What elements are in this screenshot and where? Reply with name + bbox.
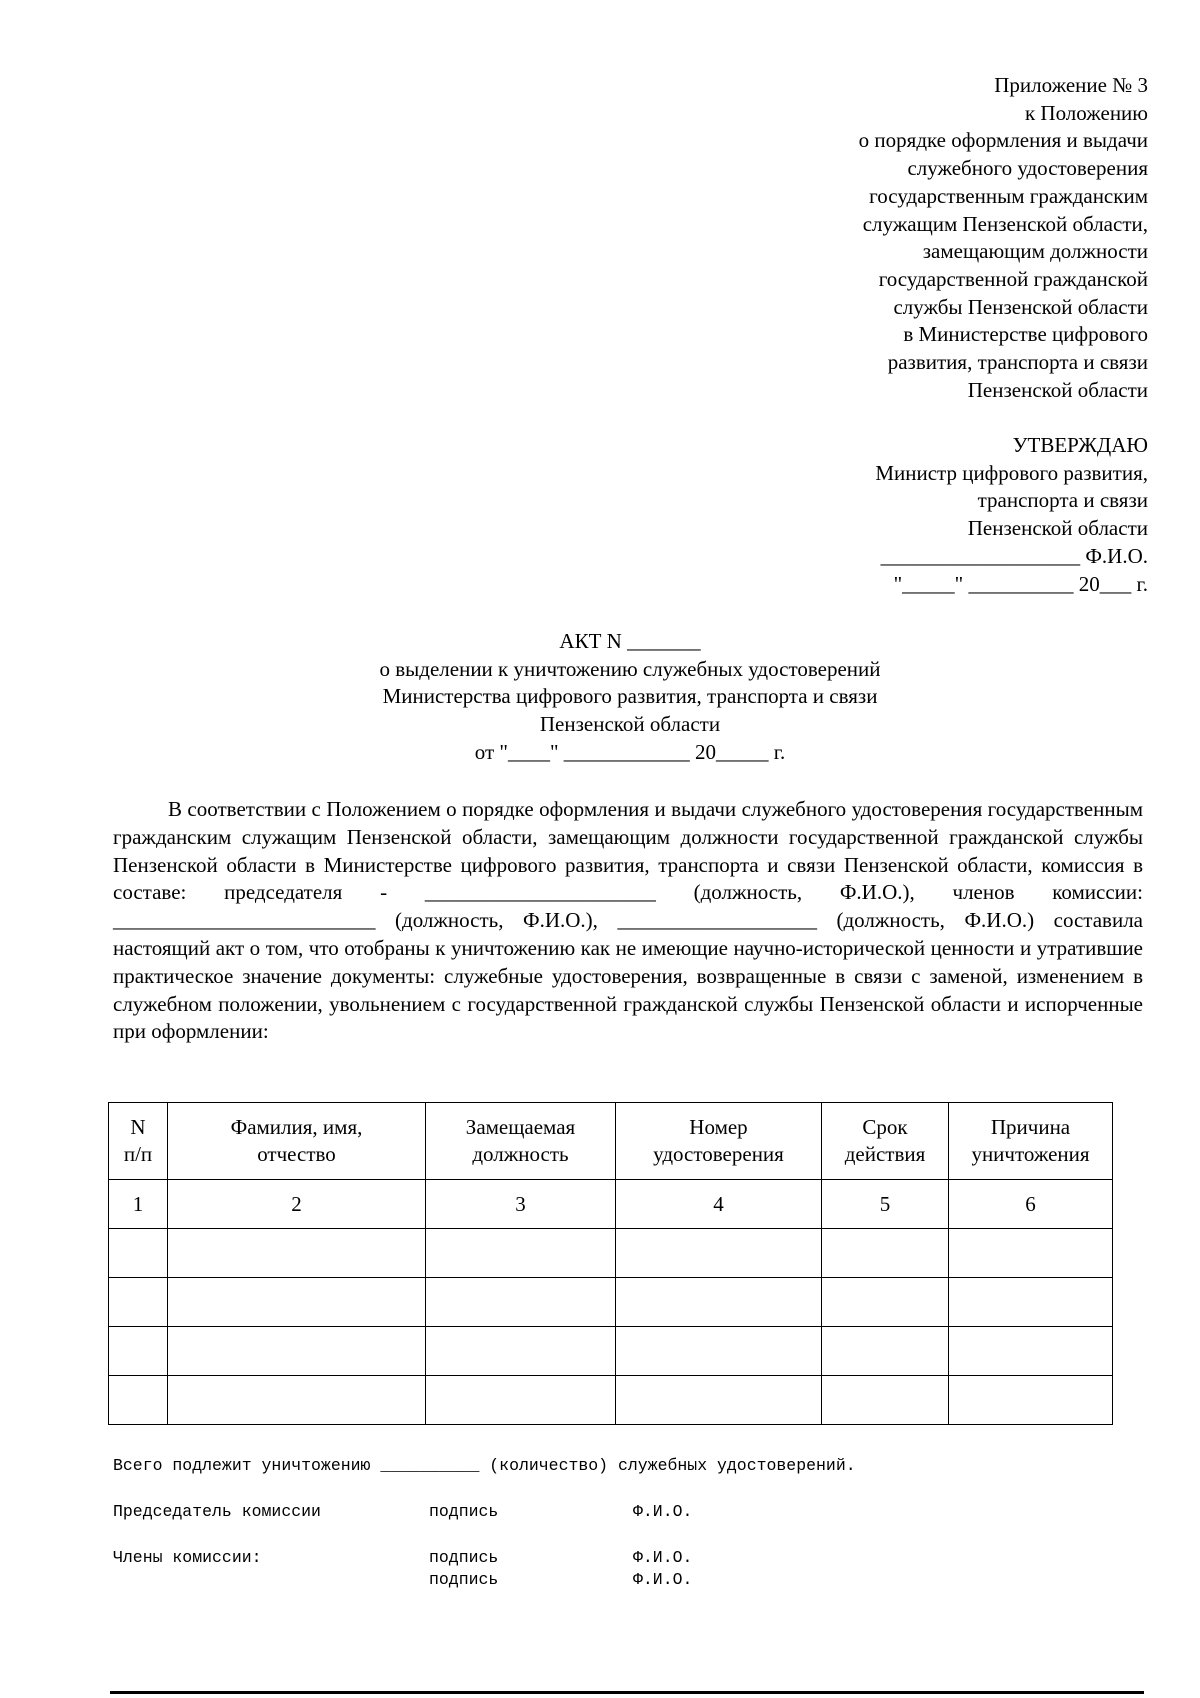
- table-cell: [168, 1376, 426, 1425]
- approval-line: Пензенской области: [967, 516, 1148, 541]
- table-cell: [949, 1278, 1113, 1327]
- table-cell: [109, 1229, 168, 1278]
- table-header-cell: Срок действия: [822, 1103, 949, 1180]
- table-cell: [426, 1229, 616, 1278]
- act-title-date: от "____" ____________ 20_____ г.: [474, 739, 786, 764]
- member-signature: подпись: [429, 1548, 499, 1567]
- member-signature: подпись: [429, 1570, 499, 1589]
- table-cell: [949, 1327, 1113, 1376]
- table-cell: [168, 1229, 426, 1278]
- table-cell: [109, 1327, 168, 1376]
- act-body-paragraph: В соответствии с Положением о порядке оформления и выдачи служебного удостоверения государственным гражданским служащим Пензенской области, замещающим должности государственной гражданской службы Пензенской области в Министерстве цифрового развития, транспорта и связи Пензенской области, комиссия в составе: председателя - ______________________ (должность, Ф.И.О.), членов комиссии: _________________________ (должность, Ф.И.О.), ___________________ (должность, Ф.И.О.) составила настоящий акт о том, что отобраны к уничтожению как не имеющие научно-исторической ценности и утратившие практическое значение документы: служебные удостоверения, возвращенные в связи с заменой, изменением в служебном положении, увольнением с государственной гражданской службы Пензенской области и испорченные при оформлении:: [113, 797, 1143, 1044]
- appendix-line: служебного удостоверения: [907, 156, 1148, 181]
- table-row: [109, 1278, 1113, 1327]
- table-header-row: [109, 1103, 1113, 1180]
- table-header-cell: Замещаемая должность: [426, 1103, 616, 1180]
- table-cell: [822, 1278, 949, 1327]
- appendix-line: к Положению: [1024, 100, 1148, 125]
- bottom-divider: [110, 1691, 1144, 1694]
- member-fio: Ф.И.О.: [633, 1570, 693, 1589]
- act-title-ministry: Министерства цифрового развития, транспорта и связи: [382, 684, 878, 709]
- table-cell: 1: [109, 1180, 168, 1229]
- approval-block: [588, 432, 1148, 598]
- members-label: Члены комиссии:: [113, 1548, 262, 1567]
- table-cell: [168, 1327, 426, 1376]
- table-cell: [616, 1327, 822, 1376]
- appendix-line: государственным гражданским: [869, 183, 1148, 208]
- appendix-line: Приложение № 3: [994, 73, 1148, 97]
- table-row: [109, 1327, 1113, 1376]
- table-cell: 3: [426, 1180, 616, 1229]
- table-number-row: [109, 1180, 1113, 1229]
- table-row: [109, 1376, 1113, 1425]
- table-cell: 4: [616, 1180, 822, 1229]
- appendix-line: служащим Пензенской области,: [862, 211, 1148, 236]
- chair-label: Председатель комиссии: [113, 1502, 321, 1521]
- table-cell: [949, 1376, 1113, 1425]
- appendix-line: службы Пензенской области: [893, 294, 1148, 319]
- appendix-line: о порядке оформления и выдачи: [858, 128, 1148, 153]
- act-title: [130, 628, 1130, 767]
- appendix-line: Пензенской области: [967, 377, 1148, 402]
- table-cell: [168, 1278, 426, 1327]
- act-title-number: АКТ N _______: [559, 629, 701, 653]
- chair-signature: подпись: [429, 1502, 499, 1521]
- table-header-cell: Номер удостоверения: [616, 1103, 822, 1180]
- table-cell: [426, 1376, 616, 1425]
- approval-signature-line: ___________________ Ф.И.О.: [880, 543, 1148, 568]
- act-title-subject: о выделении к уничтожению служебных удостоверений: [379, 656, 881, 681]
- table-cell: [822, 1376, 949, 1425]
- approval-line: транспорта и связи: [977, 488, 1148, 513]
- act-body: [113, 796, 1143, 1046]
- table-cell: 5: [822, 1180, 949, 1229]
- appendix-header: [588, 72, 1148, 404]
- table-cell: [616, 1278, 822, 1327]
- table-cell: 6: [949, 1180, 1113, 1229]
- act-table: [108, 1102, 1113, 1425]
- table-cell: [109, 1278, 168, 1327]
- table-cell: [616, 1376, 822, 1425]
- table-header-cell: Фамилия, имя, отчество: [168, 1103, 426, 1180]
- table-cell: [109, 1376, 168, 1425]
- act-title-region: Пензенской области: [539, 712, 721, 737]
- chair-fio: Ф.И.О.: [633, 1502, 693, 1521]
- table-header-cell: N п/п: [109, 1103, 168, 1180]
- table-cell: [822, 1229, 949, 1278]
- total-line: Всего подлежит уничтожению __________ (количество) служебных удостоверений.: [113, 1456, 856, 1475]
- table-cell: [426, 1278, 616, 1327]
- member-fio: Ф.И.О.: [633, 1548, 693, 1567]
- table-row: [109, 1229, 1113, 1278]
- table-cell: [426, 1327, 616, 1376]
- appendix-line: государственной гражданской: [878, 266, 1148, 291]
- appendix-line: в Министерстве цифрового: [903, 322, 1148, 347]
- approval-line: Министр цифрового развития,: [875, 460, 1148, 485]
- table-cell: [949, 1229, 1113, 1278]
- table-cell: [616, 1229, 822, 1278]
- appendix-line: замещающим должности: [922, 239, 1148, 264]
- table-header-cell: Причина уничтожения: [949, 1103, 1113, 1180]
- table-cell: 2: [168, 1180, 426, 1229]
- approval-heading: УТВЕРЖДАЮ: [1012, 433, 1148, 457]
- approval-date-line: "_____" __________ 20___ г.: [893, 571, 1148, 596]
- appendix-line: развития, транспорта и связи: [887, 350, 1148, 375]
- table-cell: [822, 1327, 949, 1376]
